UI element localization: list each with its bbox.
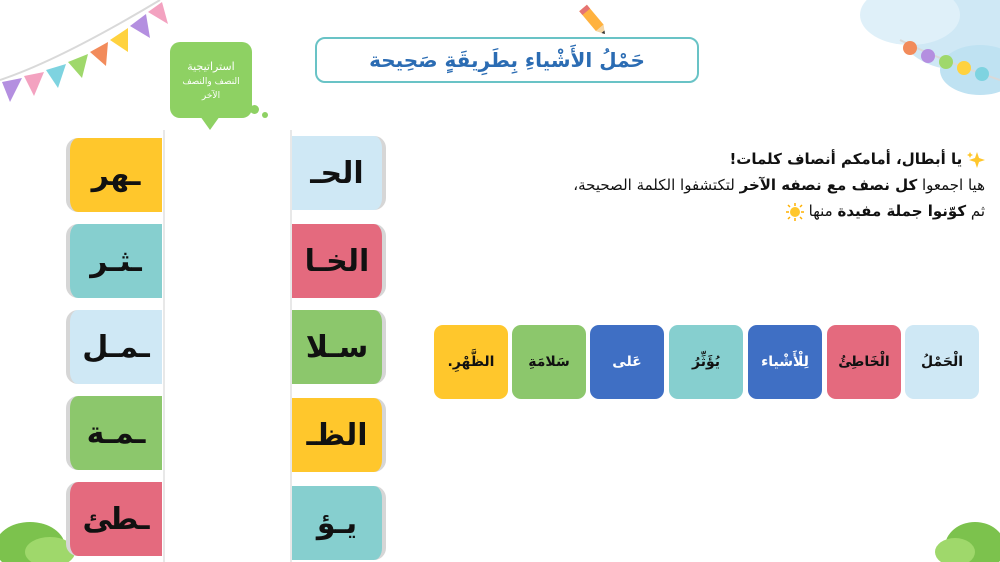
word-text: لِلْأَشْياء (761, 354, 809, 370)
strategy-bubble (170, 42, 252, 118)
card-text: الحـ (310, 155, 364, 191)
card-text: ـطئ (82, 501, 150, 537)
bush-decoration-right (930, 492, 1000, 562)
bubble-dot (262, 112, 268, 118)
strategy-line-2: النصف والنصف (182, 76, 240, 87)
sparkle-icon (967, 151, 985, 169)
bunting-decoration (0, 0, 170, 110)
instruction-bold: كوّنوا جملة مفيدة (837, 202, 967, 220)
instruction-text: لتكتشفوا الكلمة الصحيحة، (573, 176, 740, 194)
word-card-5[interactable] (590, 325, 664, 399)
card-text: يـؤ (316, 505, 358, 541)
card-text: الخـا (304, 243, 370, 279)
card-text: ـمـة (86, 415, 146, 451)
card-text: الظـ (306, 417, 368, 453)
cloud-bunting-decoration (810, 0, 1000, 100)
bubble-tail (200, 116, 220, 130)
instruction-bold: كل نصف مع نصفه الآخر (739, 176, 918, 194)
right-half-card-1[interactable] (292, 136, 386, 210)
word-text: الْحَمْلُ (920, 354, 964, 370)
word-card-1[interactable] (905, 325, 979, 399)
word-card-3[interactable] (748, 325, 822, 399)
card-text: ـثـر (90, 243, 142, 279)
word-text: الْخَاطِئُ (838, 354, 890, 370)
instructions (440, 146, 985, 224)
left-half-card-4[interactable] (66, 396, 162, 470)
instruction-line-3 (440, 198, 985, 224)
divider (163, 130, 165, 562)
word-card-4[interactable] (669, 325, 743, 399)
card-text: ـهر (91, 157, 141, 193)
page-title: حَمْلُ الأَشْياءِ بِطَرِيقَةٍ صَحِيحة (369, 48, 645, 72)
instruction-text: يا أبطال، أمامكم أنصاف كلمات! (729, 150, 963, 168)
right-half-card-4[interactable] (292, 398, 386, 472)
instruction-line-2 (440, 172, 985, 198)
instruction-line-1 (440, 146, 985, 172)
left-half-card-2[interactable] (66, 224, 162, 298)
word-card-6[interactable] (512, 325, 586, 399)
title-box (315, 37, 699, 83)
word-text: سَلامَةِ (528, 354, 570, 370)
right-half-card-5[interactable] (292, 486, 386, 560)
right-half-card-2[interactable] (292, 224, 386, 298)
instruction-text: هيا اجمعوا (917, 176, 985, 194)
right-half-card-3[interactable] (292, 310, 386, 384)
card-text: سـلا (305, 329, 369, 365)
strategy-line-3: الآخر (201, 90, 221, 101)
word-text: يُؤَثِّرُ (692, 354, 720, 370)
strategy-line-1: استراتيجية (187, 59, 235, 73)
left-half-card-1[interactable] (66, 138, 162, 212)
word-text: الظَّهْرِ. (447, 354, 495, 370)
pencil-icon (575, 2, 613, 40)
left-half-card-5[interactable] (66, 482, 162, 556)
instruction-text: منها (808, 202, 838, 220)
word-card-7[interactable] (434, 325, 508, 399)
bubble-dot (250, 105, 259, 114)
word-card-2[interactable] (827, 325, 901, 399)
word-text: عَلى (612, 354, 642, 370)
instruction-text: ثم (966, 202, 985, 220)
card-text: ـمـل (82, 329, 150, 365)
sun-icon (786, 203, 804, 221)
left-half-card-3[interactable] (66, 310, 162, 384)
